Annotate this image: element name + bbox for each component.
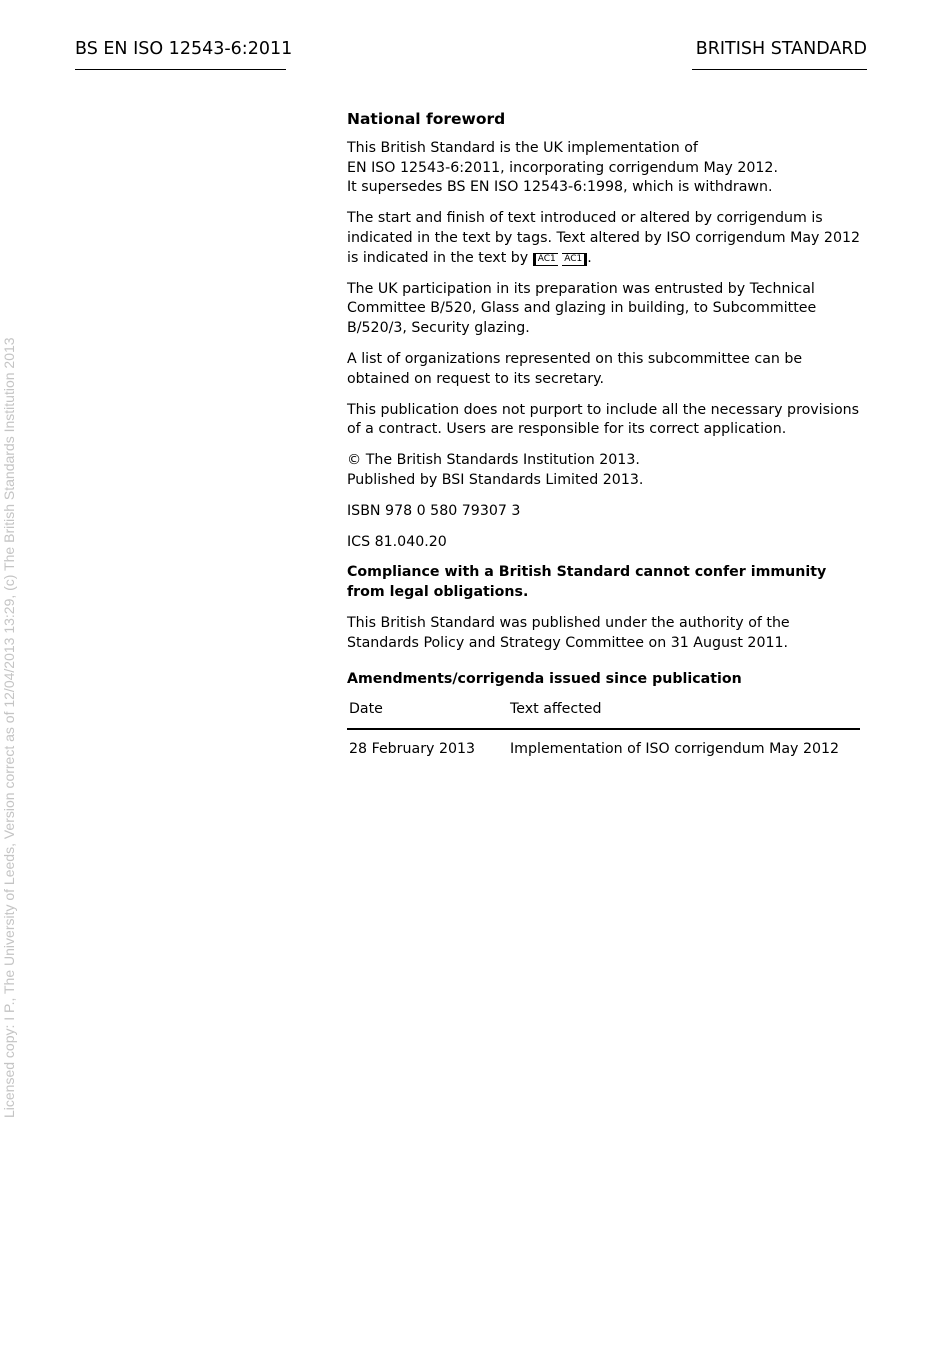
corrigendum-tags-paragraph: [347, 209, 867, 268]
implementation-line-2: EN ISO 12543-6:2011, incorporating corrigendum May 2012.: [347, 159, 778, 176]
national-foreword-section: [347, 110, 867, 760]
compliance-line-1: Compliance with a British Standard cannot confer immunity: [347, 564, 827, 581]
implementation-line-3: It supersedes BS EN ISO 12543-6:1998, which is withdrawn.: [347, 179, 773, 196]
compliance-line-2: from legal obligations.: [347, 584, 529, 601]
authority-line-1: This British Standard was published under the authority of the: [347, 614, 790, 631]
table-header-row: [347, 697, 860, 729]
amendments-title: Amendments/corrigenda issued since publication: [347, 670, 742, 687]
provisions-paragraph: This publication does not purport to include all the necessary provisions of a contract. Users are responsible for its correct application.: [347, 401, 860, 438]
table-row: [347, 729, 860, 760]
isbn: ISBN 978 0 580 79307 3: [347, 502, 521, 519]
header-document-number: BS EN ISO 12543-6:2011: [75, 38, 286, 70]
compliance-notice: [347, 563, 867, 603]
authority-line-2: Standards Policy and Strategy Committee on 31 August 2011.: [347, 634, 789, 651]
implementation-line-1: This British Standard is the UK implementation of: [347, 139, 698, 156]
ac1-close-tag-icon: AC1: [562, 253, 587, 266]
amendments-table: [347, 697, 860, 760]
ac1-open-tag-icon: AC1: [533, 253, 558, 266]
copyright-line: © The British Standards Institution 2013.: [347, 452, 640, 469]
foreword-title: National foreword: [347, 110, 506, 128]
amendment-text-affected: Implementation of ISO corrigendum May 2012: [510, 741, 840, 758]
corrigendum-text-end: .: [587, 249, 592, 266]
header-standard-type: BRITISH STANDARD: [692, 38, 867, 70]
implementation-paragraph: [347, 139, 867, 198]
corrigendum-text: The start and finish of text introduced or altered by corrigendum is indicated in the text by tags. Text altered by ISO corrigendum May 2012 is indicated in the text by: [347, 210, 861, 266]
ics-code: ICS 81.040.20: [347, 533, 447, 550]
license-watermark: Licensed copy: I P., The University of Leeds, Version correct as of 12/04/2013 13:29, (c) The British Standards Institution 2013: [1, 337, 17, 1118]
copyright-paragraph: [347, 451, 867, 491]
amendment-date: 28 February 2013: [349, 741, 476, 758]
publisher-line: Published by BSI Standards Limited 2013.: [347, 471, 644, 488]
committee-paragraph: The UK participation in its preparation was entrusted by Technical Committee B/520, Glass and glazing in building, to Subcommittee B/520/3, Security glazing.: [347, 280, 817, 337]
column-header-date: Date: [347, 697, 508, 729]
authority-paragraph: [347, 614, 867, 654]
column-header-text-affected: Text affected: [508, 697, 860, 729]
organizations-paragraph: A list of organizations represented on this subcommittee can be obtained on request to its secretary.: [347, 350, 803, 387]
